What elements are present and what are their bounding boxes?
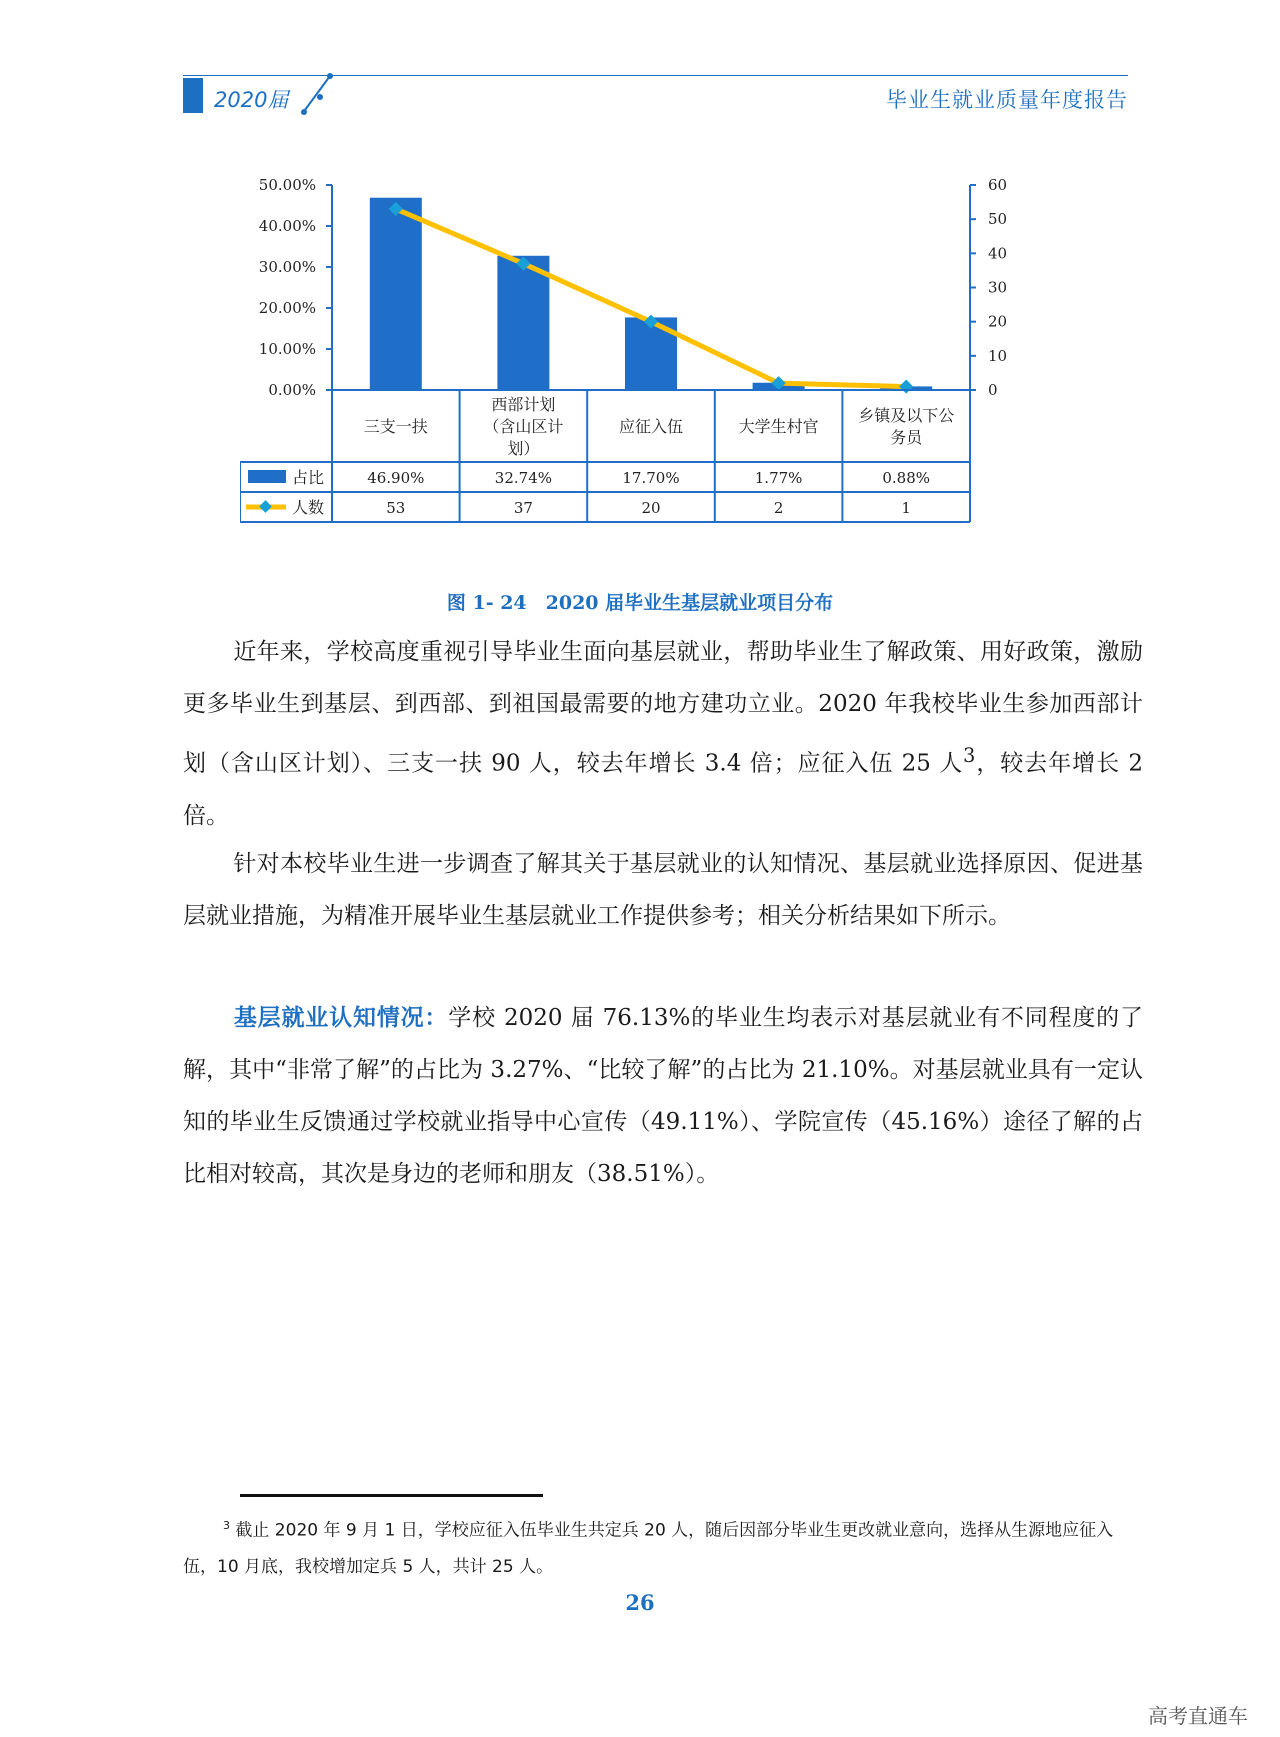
footnote-rule [240,1494,543,1497]
category-label: 乡镇及以下公 [858,406,955,425]
page-number: 26 [625,1590,655,1615]
right-tick-label: 10 [988,346,1008,365]
legend-bar-swatch [248,470,286,483]
right-tick-label: 0 [988,381,998,399]
header-circuit-icon [300,72,340,117]
bar-data-label: 17.70% [622,469,680,487]
right-tick-label: 30 [988,278,1008,297]
category-label: 三支一扶 [363,417,428,436]
line-data-label: 53 [386,499,406,517]
bar [497,256,549,390]
line-data-label: 37 [513,499,533,517]
right-tick-label: 50 [988,210,1008,229]
header-title: 毕业生就业质量年度报告 [886,88,1128,112]
paragraph-1-tail: ，较去年增长 2 倍。 [183,750,1143,829]
category-label: 划） [507,439,540,458]
left-tick-label: 40.00% [258,217,316,235]
category-label: 应征入伍 [618,417,684,436]
left-tick-label: 10.00% [258,340,316,358]
watermark: 高考直通车 [1148,1704,1248,1728]
paragraph-1 [183,626,1143,842]
legend-bar-label: 占比 [292,468,325,487]
footnote [183,1508,1123,1585]
paragraph-3-text: 学校 2020 届 76.13%的毕业生均表示对基层就业有不同程度的了解，其中“非常了解”的占比为 3.27%、“比较了解”的占比为 21.10%。对基层就业具有一定认知的毕业生反馈通过学校就业指导中心宣传（49.11%）、学院宣传（45.16%）途径了解的占比相对较高，其次是身边的老师和朋友（38.51%）。 [183,1005,1144,1187]
legend-line-marker [259,500,272,513]
figure-caption: 图 1- 24 2020 届毕业生基层就业项目分布 [446,592,834,614]
bar-data-label: 46.90% [367,469,425,487]
line-data-label: 1 [901,499,911,517]
left-tick-label: 0.00% [268,381,316,399]
bar-data-label: 32.74% [494,469,553,487]
category-label: （含山区计 [483,417,564,436]
right-tick-label: 20 [988,312,1008,331]
category-label: 务员 [890,428,923,447]
left-tick-label: 50.00% [258,176,316,194]
line-point [899,380,913,394]
paragraph-3-lead: 基层就业认知情况： [233,1004,449,1031]
paragraph-2 [183,838,1143,942]
category-label: 大学生村官 [738,417,819,436]
footnote-text: 截止 2020 年 9 月 1 日，学校应征入伍毕业生共定兵 20 人，随后因部分毕业生更改就业意向，选择从生源地应征入伍，10 月底，我校增加定兵 5 人，共计 25 人。 [183,1520,1114,1577]
paragraph-3 [183,992,1143,1200]
combo-chart [240,165,1100,565]
left-tick-label: 30.00% [258,258,316,276]
right-tick-label: 60 [988,176,1008,194]
bar-data-label: 1.77% [754,469,803,487]
line-data-label: 2 [773,499,784,517]
bar-data-label: 0.88% [882,469,931,487]
paragraph-2-text: 针对本校毕业生进一步调查了解其关于基层就业的认知情况、基层就业选择原因、促进基层就业措施，为精准开展毕业生基层就业工作提供参考；相关分析结果如下所示。 [183,851,1143,929]
right-tick-label: 40 [988,244,1008,263]
header-accent-bar [183,78,203,113]
category-label: 西部计划 [491,395,556,414]
legend-line-label: 人数 [292,498,325,517]
paragraph-1-text: 近年来，学校高度重视引导毕业生面向基层就业，帮助毕业生了解政策、用好政策，激励更多毕业生到基层、到西部、到祖国最需要的地方建功立业。2020 年我校毕业生参加西部计划（含山区计划）、三支一扶 90 人，较去年增长 3.4 倍；应征入伍 25 人 [183,639,1143,777]
chart-container [240,165,1100,565]
footnote-mark: 3 [223,1519,230,1532]
bar [370,198,422,390]
footnote-ref: 3 [963,744,976,767]
header-year: 2020届 [214,88,289,112]
left-tick-label: 20.00% [258,299,316,317]
line-data-label: 20 [641,499,661,517]
